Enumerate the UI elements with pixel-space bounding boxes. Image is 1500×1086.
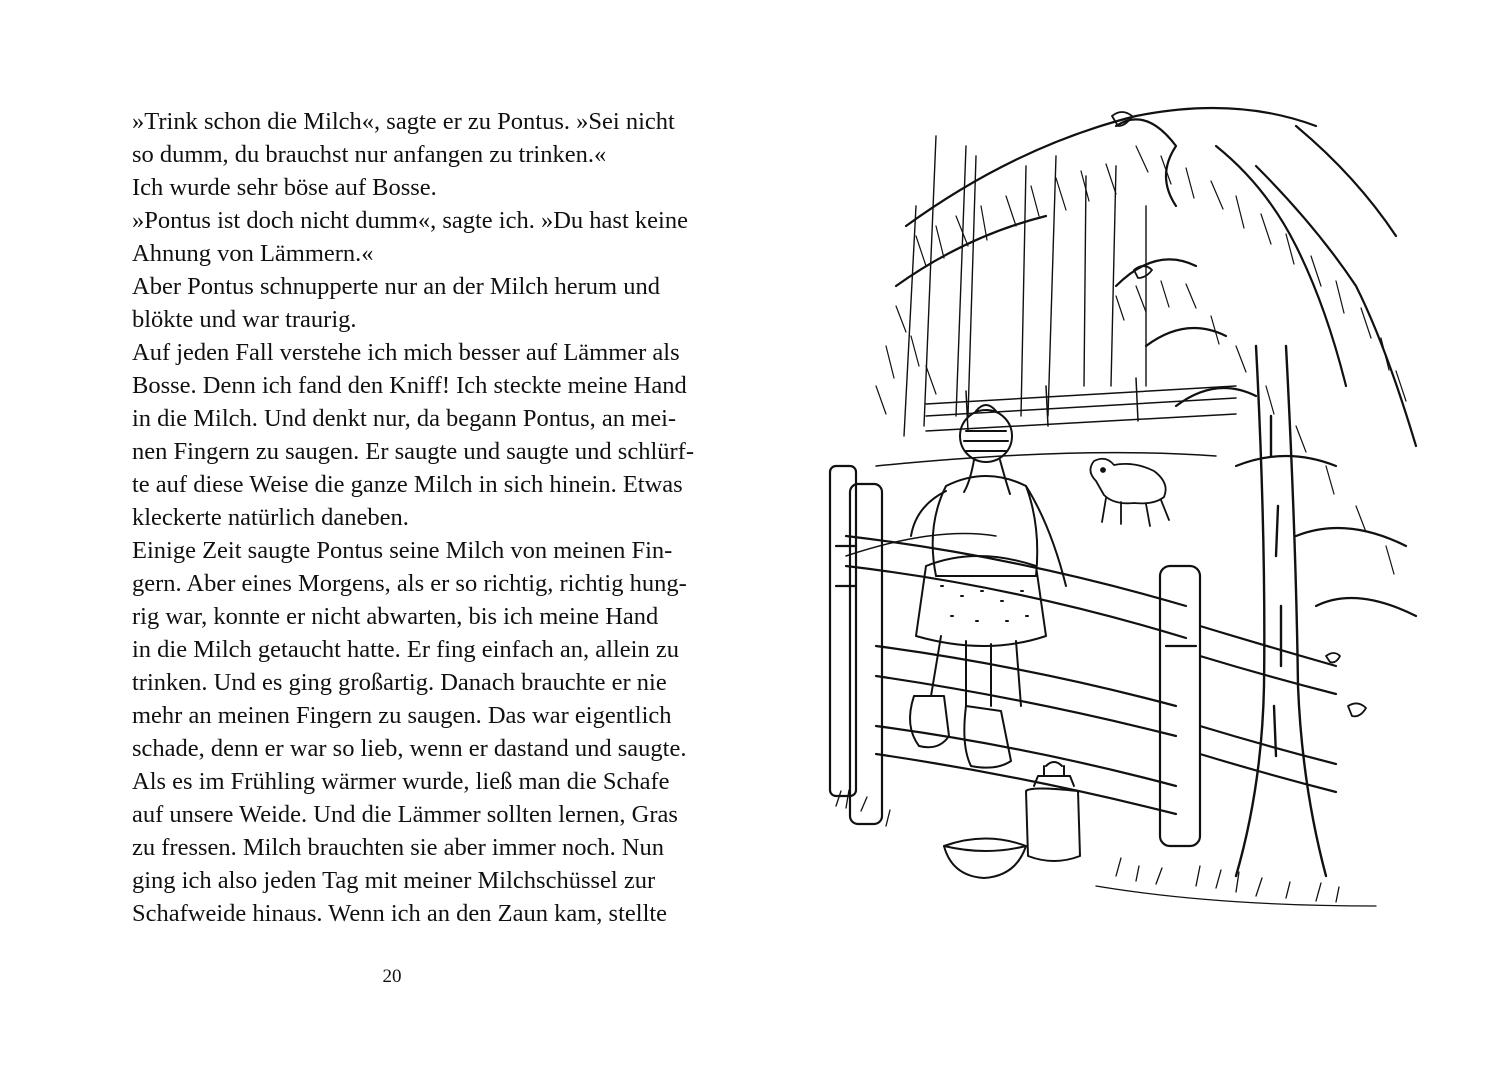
text-line: »Pontus ist doch nicht dumm«, sagte ich. »Du hast keine [132,207,688,234]
spruce-foliage [896,108,1416,616]
lamb [1090,459,1169,526]
text-line: auf unsere Weide. Und die Lämmer sollten lernen, Gras [132,801,678,828]
text-line: mehr an meinen Fingern zu saugen. Das war eigentlich [132,702,672,729]
tree-trunk [1236,346,1326,876]
text-line: Ahnung von Lämmern.« [132,240,374,267]
girl [910,405,1066,768]
text-line: Bosse. Denn ich fand den Kniff! Ich steckte meine Hand [132,372,687,399]
milk-can [1026,762,1080,861]
grass [836,790,1376,906]
pen-ink-illustration-icon [816,86,1446,936]
text-line: Schafweide hinaus. Wenn ich an den Zaun kam, stellte [132,900,668,927]
text-line: »Trink schon die Milch«, sagte er zu Pontus. »Sei nicht [132,108,675,135]
text-line: nen Fingern zu saugen. Er saugte und saugte und schlürf- [132,438,694,465]
text-line: Als es im Frühling wärmer wurde, ließ man die Schafe [132,768,670,795]
text-line: in die Milch getaucht hatte. Er fing einfach an, allein zu [132,636,679,663]
text-line: Aber Pontus schnupperte nur an der Milch herum und [132,273,660,300]
birds [1112,112,1366,716]
illustration [816,86,1446,936]
text-line: zu fressen. Milch brauchten sie aber immer noch. Nun [132,834,665,861]
text-line: trinken. Und es ging großartig. Danach brauchte er nie [132,669,667,696]
page-number: 20 [382,966,402,987]
text-line: ging ich also jeden Tag mit meiner Milchschüssel zur [132,867,656,894]
text-line: gern. Aber eines Morgens, als er so richtig, richtig hung- [132,570,687,597]
text-line: Einige Zeit saugte Pontus seine Milch von meinen Fin- [132,537,673,564]
text-line: blökte und war traurig. [132,306,357,333]
milk-bowl [944,839,1026,879]
foliage-hatching [876,146,1406,574]
foreground-fence [830,466,1336,846]
text-line: Auf jeden Fall verstehe ich mich besser auf Lämmer als [132,339,680,366]
birch-trees [904,136,1146,436]
text-line: so dumm, du brauchst nur anfangen zu trinken.« [132,141,607,168]
text-line: in die Milch. Und denkt nur, da begann Pontus, an mei- [132,405,677,432]
text-line: schade, denn er war so lieb, wenn er dastand und saugte. [132,735,687,762]
text-line: rig war, konnte er nicht abwarten, bis ich meine Hand [132,603,659,630]
text-line: kleckerte natürlich daneben. [132,504,409,531]
text-line: Ich wurde sehr böse auf Bosse. [132,174,437,201]
text-line: te auf diese Weise die ganze Milch in sich hinein. Etwas [132,471,683,498]
